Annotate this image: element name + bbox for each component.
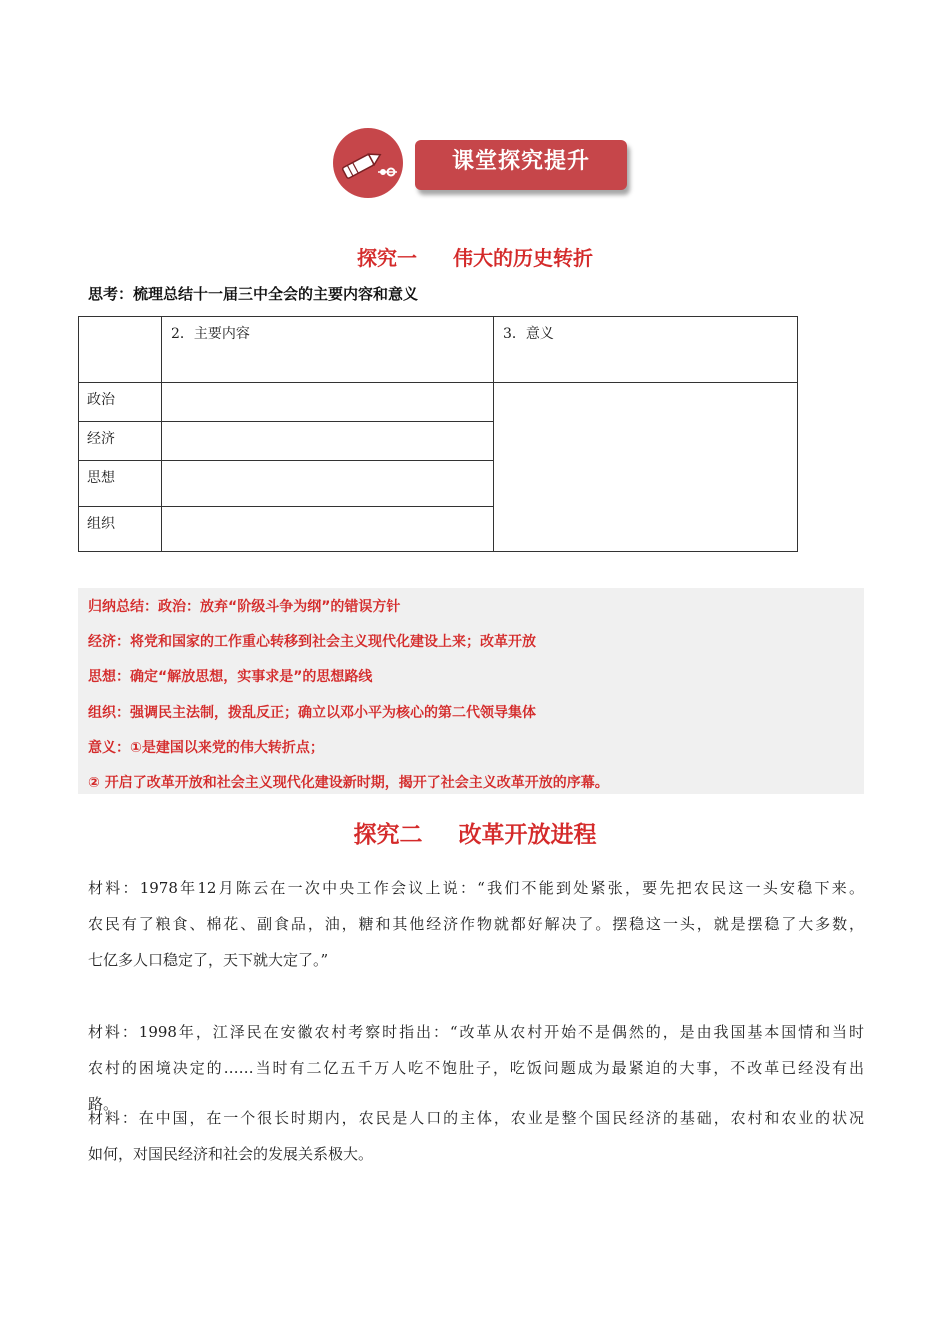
summary-line: 思想：确定“解放思想，实事求是”的思想路线 <box>88 669 373 685</box>
material-line: 路。 <box>88 1095 119 1113</box>
material-paragraph <box>88 870 864 978</box>
table-row-label: 经济 <box>87 431 115 447</box>
summary-line: 归纳总结：政治：放弃“阶级斗争为纲”的错误方针 <box>88 599 401 615</box>
table-header-content: 2．主要内容 <box>171 326 250 342</box>
section-2-heading <box>0 816 950 849</box>
section-1-title: 伟大的历史转折 <box>453 246 593 270</box>
banner-bar <box>415 140 627 190</box>
table-row-label: 组织 <box>87 516 115 532</box>
material-line: 材料：1978年12月陈云在一次中央工作会议上说：“我们不能到处紧张，要先把农民这一头安稳下来。 <box>88 879 864 897</box>
section-2-number: 探究二 <box>353 822 423 848</box>
material-line: 农民有了粮食、棉花、副食品，油，糖和其他经济作物就都好解决了。摆稳这一头，就是摆稳了大多数， <box>88 915 864 933</box>
section-banner <box>333 128 633 198</box>
summary-line: ② 开启了改革开放和社会主义现代化建设新时期，揭开了社会主义改革开放的序幕。 <box>88 775 609 791</box>
material-paragraph <box>88 1100 864 1172</box>
table-row-label: 思想 <box>87 470 115 486</box>
material-line: 材料：1998年，江泽民在安徽农村考察时指出：“改革从农村开始不是偶然的，是由我国基本国情和当时 <box>88 1023 864 1041</box>
section-1-heading <box>0 242 950 271</box>
summary-line: 组织：强调民主法制，拨乱反正；确立以邓小平为核心的第二代领导集体 <box>88 705 536 721</box>
pen-nib-icon <box>339 142 401 186</box>
summary-line: 经济：将党和国家的工作重心转移到社会主义现代化建设上来；改革开放 <box>88 634 536 650</box>
summary-line: 意义：①是建国以来党的伟大转折点； <box>88 740 324 756</box>
banner-title: 课堂探究提升 <box>451 149 590 174</box>
thinking-prompt: 思考：梳理总结十一届三中全会的主要内容和意义 <box>88 285 419 303</box>
table-header-significance: 3．意义 <box>503 326 554 342</box>
summary-box <box>78 588 864 794</box>
material-line: 农村的困境决定的……当时有二亿五千万人吃不饱肚子，吃饭问题成为最紧迫的大事，不改革已经没有出 <box>88 1059 864 1077</box>
table-header-blank <box>79 317 161 382</box>
section-1-number: 探究一 <box>357 246 417 270</box>
material-line: 材料：在中国，在一个很长时期内，农民是人口的主体，农业是整个国民经济的基础，农村和农业的状况 <box>88 1109 864 1127</box>
material-line: 七亿多人口稳定了，天下就大定了。” <box>88 951 329 969</box>
section-2-title: 改革开放进程 <box>458 822 597 848</box>
table-row-label: 政治 <box>87 392 115 408</box>
banner-badge <box>333 128 403 198</box>
material-line: 如何，对国民经济和社会的发展关系极大。 <box>88 1145 374 1163</box>
summary-table <box>78 316 798 552</box>
